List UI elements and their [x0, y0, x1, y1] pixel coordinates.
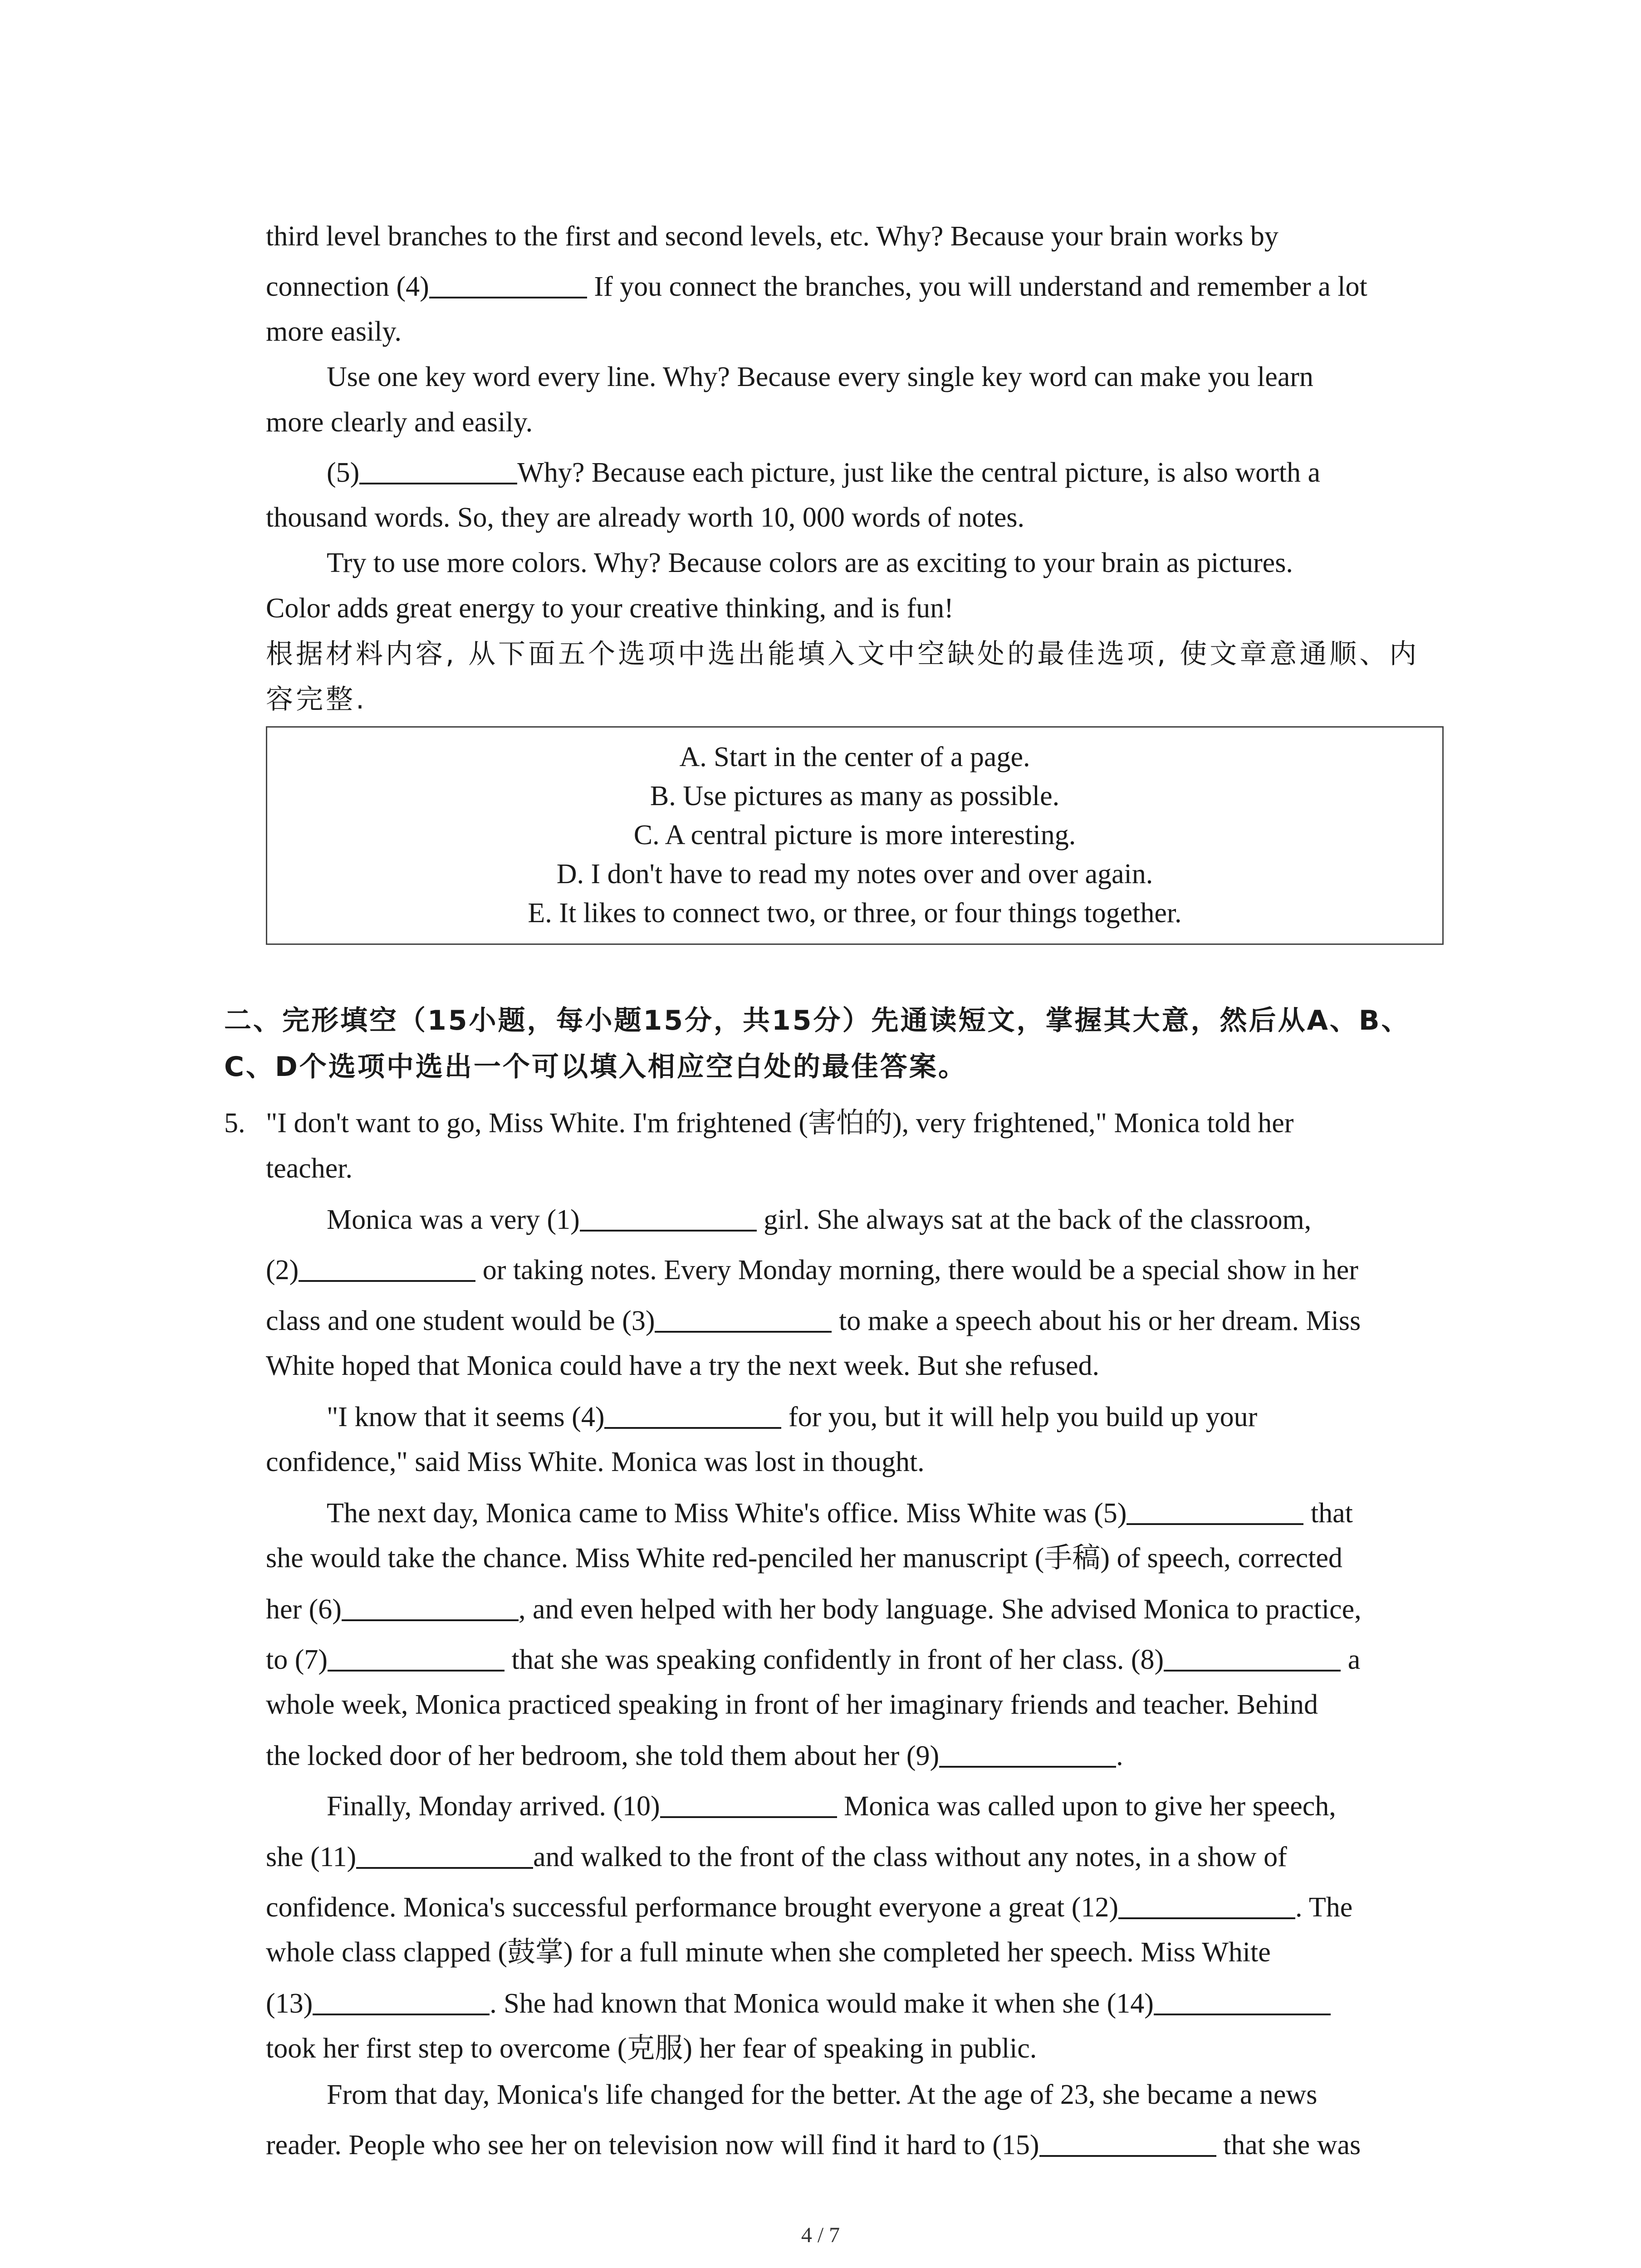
page-number: 4 / 7 [801, 2223, 840, 2247]
text-line: teacher. [266, 1153, 353, 1184]
answer-blank [1039, 2131, 1216, 2157]
section-heading: C、D个选项中选出一个可以填入相应空白处的最佳答案。 [224, 1051, 967, 1083]
answer-blank [1154, 1989, 1331, 2015]
text-line: her (6) , and even helped with her body language. She advised Monica to practice, [266, 1594, 1362, 1625]
text-line: she would take the chance. Miss White red-penciled her manuscript (手稿) of speech, corrected [266, 1543, 1342, 1574]
option-c: C. A central picture is more interesting. [633, 820, 1076, 850]
text-line: reader. People who see her on television now will find it hard to (15) that she was [266, 2130, 1361, 2160]
answer-blank [660, 1792, 837, 1818]
text-line: whole week, Monica practiced speaking in front of her imaginary friends and teacher. Behind [266, 1689, 1318, 1720]
text-line: connection (4) If you connect the branches, you will understand and remember a lot [266, 271, 1367, 302]
answer-blank [299, 1256, 475, 1282]
answer-blank [1127, 1499, 1303, 1525]
answer-blank [313, 1989, 490, 2015]
answer-blank [580, 1205, 757, 1232]
text-line: The next day, Monica came to Miss White's office. Miss White was (5) that [327, 1498, 1353, 1529]
text-line: class and one student would be (3) to make a speech about his or her dream. Miss [266, 1305, 1361, 1336]
answer-blank [342, 1595, 519, 1621]
text-line: Finally, Monday arrived. (10) Monica was called upon to give her speech, [327, 1791, 1336, 1822]
option-e: E. It likes to connect two, or three, or four things together. [528, 898, 1182, 929]
answer-blank [328, 1645, 505, 1672]
option-a: A. Start in the center of a page. [679, 742, 1030, 772]
option-b: B. Use pictures as many as possible. [650, 781, 1060, 811]
text-line: the locked door of her bedroom, she told them about her (9) . [266, 1740, 1123, 1771]
instruction-text: 容完整. [266, 684, 367, 715]
text-line: third level branches to the first and second levels, etc. Why? Because your brain works by [266, 221, 1279, 252]
text-line: (5) Why? Because each picture, just like the central picture, is also worth a [327, 457, 1321, 488]
text-line: she (11) and walked to the front of the class without any notes, in a show of [266, 1842, 1287, 1872]
text-line: From that day, Monica's life changed for the better. At the age of 23, she became a news [327, 2079, 1318, 2110]
text-line: Use one key word every line. Why? Because every single key word can make you learn [327, 362, 1313, 392]
text-line: more clearly and easily. [266, 407, 533, 438]
options-box [266, 726, 1444, 945]
text-line: to (7) that she was speaking confidently in front of her class. (8) a [266, 1644, 1361, 1675]
text-line: White hoped that Monica could have a try the next week. But she refused. [266, 1350, 1100, 1381]
answer-blank [939, 1741, 1116, 1768]
text-line: whole class clapped (鼓掌) for a full minute when she completed her speech. Miss White [266, 1937, 1271, 1968]
answer-blank [359, 458, 517, 484]
answer-blank [1164, 1645, 1341, 1672]
text-line: took her first step to overcome (克服) her fear of speaking in public. [266, 2033, 1037, 2064]
text-line: "I know that it seems (4) for you, but it will help you build up your [327, 1402, 1258, 1432]
question-number: 5. [224, 1108, 245, 1139]
answer-blank [655, 1306, 832, 1333]
section-heading: 二、完形填空（15小题，每小题15分，共15分）先通读短文，掌握其大意，然后从A、B、 [224, 1005, 1411, 1036]
answer-blank [604, 1403, 781, 1429]
text-line: thousand words. So, they are already worth 10, 000 words of notes. [266, 502, 1024, 533]
instruction-text: 根据材料内容, 从下面五个选项中选出能填入文中空缺处的最佳选项, 使文章意通顺、内 [266, 638, 1420, 670]
answer-blank [356, 1843, 533, 1869]
answer-blank [1118, 1893, 1295, 1919]
answer-blank [429, 272, 587, 298]
text-line: (2) or taking notes. Every Monday morning, there would be a special show in her [266, 1255, 1358, 1286]
text-line: confidence. Monica's successful performance brought everyone a great (12) . The [266, 1892, 1353, 1923]
text-line: Color adds great energy to your creative thinking, and is fun! [266, 593, 954, 624]
option-d: D. I don't have to read my notes over and over again. [556, 859, 1153, 890]
text-line: (13) . She had known that Monica would make it when she (14) [266, 1989, 1331, 2018]
text-line: confidence," said Miss White. Monica was lost in thought. [266, 1447, 925, 1477]
text-line: more easily. [266, 316, 402, 347]
text-line: Try to use more colors. Why? Because colors are as exciting to your brain as pictures. [327, 547, 1293, 578]
text-line: Monica was a very (1) girl. She always sat at the back of the classroom, [327, 1204, 1312, 1235]
text-line: "I don't want to go, Miss White. I'm frightened (害怕的), very frightened," Monica told her [266, 1108, 1294, 1139]
